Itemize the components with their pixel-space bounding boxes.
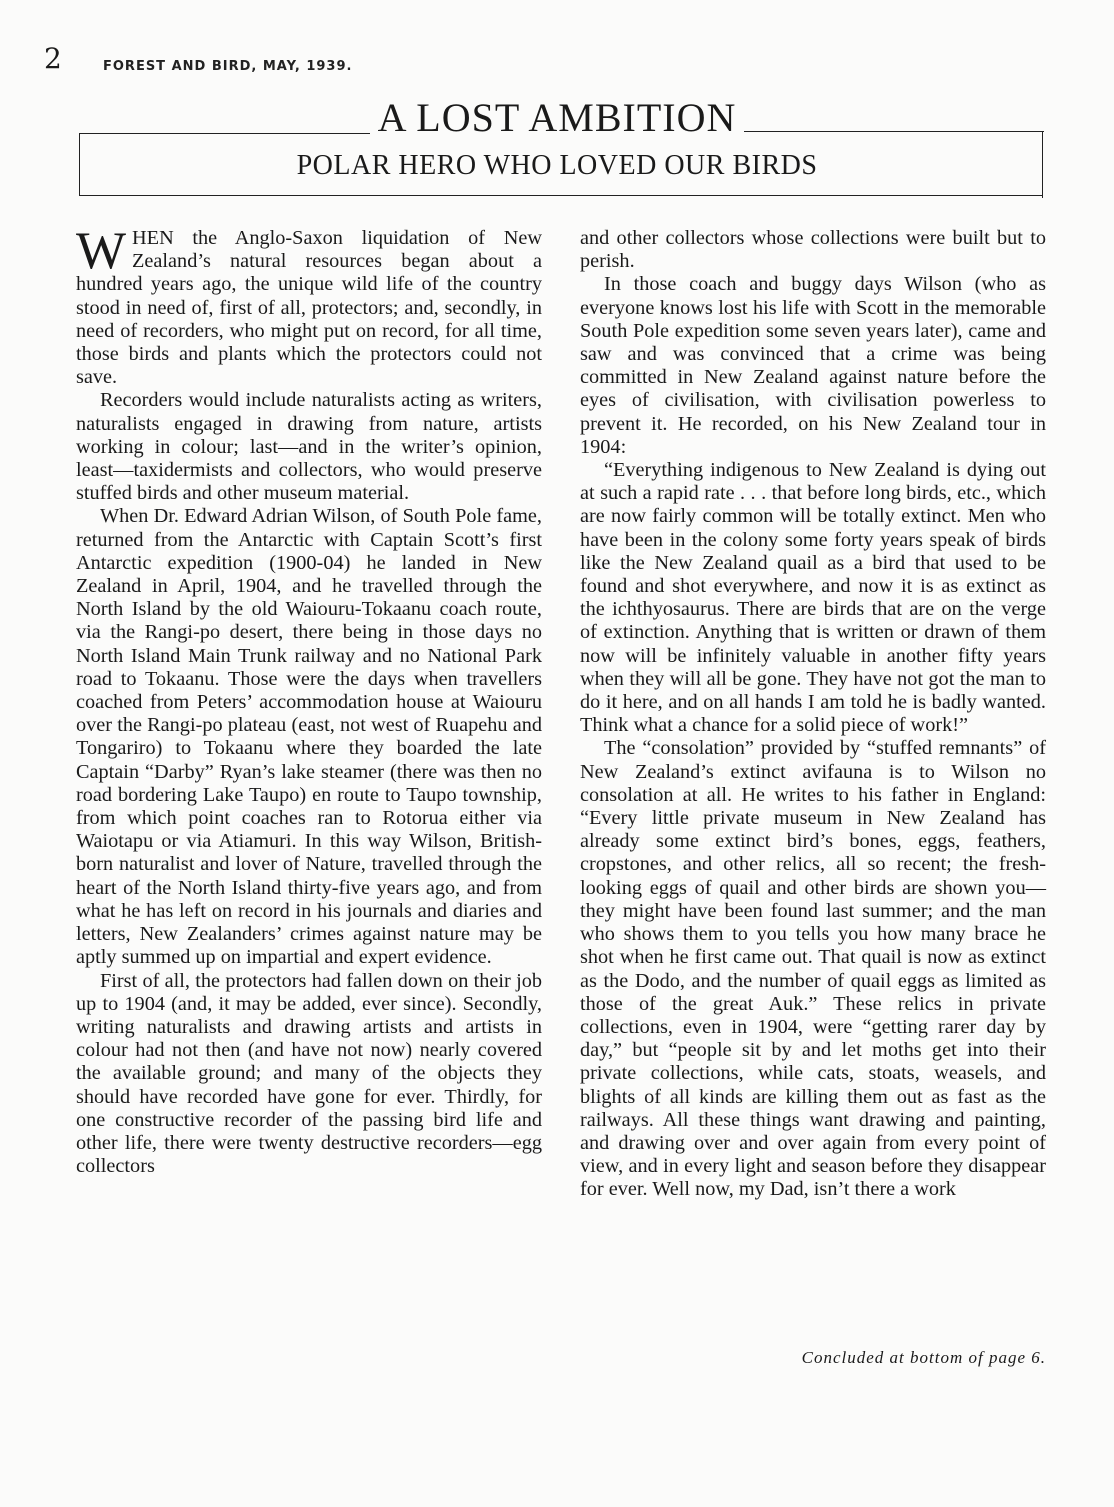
paragraph-text: the Anglo-Saxon liquidation of New Zealand’s natural resources began about a hundred years ago, the unique wild life of the country stood in need of, first of all, protectors; and, secondly, in need of recorders, who might put on record, for all time, those birds and plants which the protectors could not save. (76, 227, 542, 389)
article-title: A LOST AMBITION (377, 95, 737, 140)
title-rule-left (79, 133, 370, 134)
paragraph: “Everything indigenous to New Zealand is dying out at such a rapid rate . . . that before long birds, etc., which are now fairly common will be totally extinct. Men who have been in the colony some forty years speak of birds like the New Zealand quail as a bird that used to be found and shot everywhere, and now it is as extinct as the ichthyosaurus. There are birds that are on the verge of extinction. Anything that is written or drawn of them now will be infinitely valuable in another fifty years when they will all be gone. They have not got the man to do it here, and on all hands I am told he is badly wanted. Think what a chance for a solid piece of work!” (580, 459, 1046, 737)
paragraph: Recorders would include naturalists acting as writers, naturalists engaged in drawing from nature, artists working in colour; last—and in the writer’s opinion, least—taxidermists and collectors, who would preserve stuffed birds and other museum material. (76, 389, 542, 505)
paragraph (76, 222, 542, 389)
title-rule-right (744, 131, 1044, 132)
article-subtitle: POLAR HERO WHO LOVED OUR BIRDS (296, 150, 818, 181)
right-column (580, 227, 1046, 1202)
drop-cap: W (76, 222, 127, 280)
paragraph: First of all, the protectors had fallen down on their job up to 1904 (and, it may be added, ever since). Secondly, writing naturalists and drawing artists and artists in colour had not then (and have not now) nearly covered the available ground; and many of the objects they should have recorded have gone for ever. Thirdly, for one constructive recorder of the passing bird life and other life, there were twenty destructive recorders—egg collectors (76, 969, 542, 1178)
left-column (76, 222, 542, 1178)
running-head: FOREST AND BIRD, MAY, 1939. (103, 59, 353, 74)
continued-note: Concluded at bottom of page 6. (801, 1348, 1046, 1367)
paragraph: In those coach and buggy days Wilson (who as everyone knows lost his life with Scott in the memorable South Pole expedition some seven years later), came and saw and was convinced that a crime was being committed in New Zealand against nature before the eyes of civilisation, with civilisation powerless to prevent it. He recorded, on his New Zealand tour in 1904: (580, 273, 1046, 458)
paragraph: and other collectors whose collections were built but to perish. (580, 227, 1046, 273)
paragraph: When Dr. Edward Adrian Wilson, of South Pole fame, returned from the Antarctic with Captain Scott’s first Antarctic expedition (1900-04) he landed in New Zealand in April, 1904, and he travelled through the North Island by the old Waiouru-Tokaanu coach route, via the Rangi-po desert, there being in those days no North Island Main Trunk railway and no National Park road to Tokaanu. Those were the days when travellers coached from Peters’ accommodation house at Waiouru over the Rangi-po plateau (east, not west of Ruapehu and Tongariro) to Tokaanu where they boarded the late Captain “Darby” Ryan’s lake steamer (there was then no road bordering Lake Taupo) en route to Taupo township, from which point coaches ran to Rotorua either via Waiotapu or via Atiamuri. In this way Wilson, British-born naturalist and lover of Nature, travelled through the heart of the North Island thirty-five years ago, and from what he has left on record in his journals and diaries and letters, New Zealanders’ crimes against nature may be aptly summed up on impartial and expert evidence. (76, 505, 542, 969)
first-word: HEN (132, 227, 174, 249)
paragraph: The “consolation” provided by “stuffed remnants” of New Zealand’s extinct avifauna is to Wilson no consolation at all. He writes to his father in England: “Every little private museum in New Zealand has already some extinct bird’s bones, eggs, feathers, cropstones, and other relics, all so recent; the fresh-looking eggs of quail and other birds are shown you—they might have been found last summer; and the man who shows them to you tells you how many brace he shot when he first came out. That quail is now as extinct as the Dodo, and the number of quail eggs as limited as those of the great Auk.” These relics in private collections, even in 1904, were “getting rarer day by day,” but “people sit by and let moths get into their private collections, while cats, stoats, weasels, and blights of all kinds are killing them out as fast as the railways. All these things want drawing and painting, and drawing over and over again from every point of view, and in every light and season before they disappear for ever. Well now, my Dad, isn’t there a work (580, 737, 1046, 1201)
page-number: 2 (44, 42, 62, 75)
box-border-bottom (79, 195, 1043, 196)
